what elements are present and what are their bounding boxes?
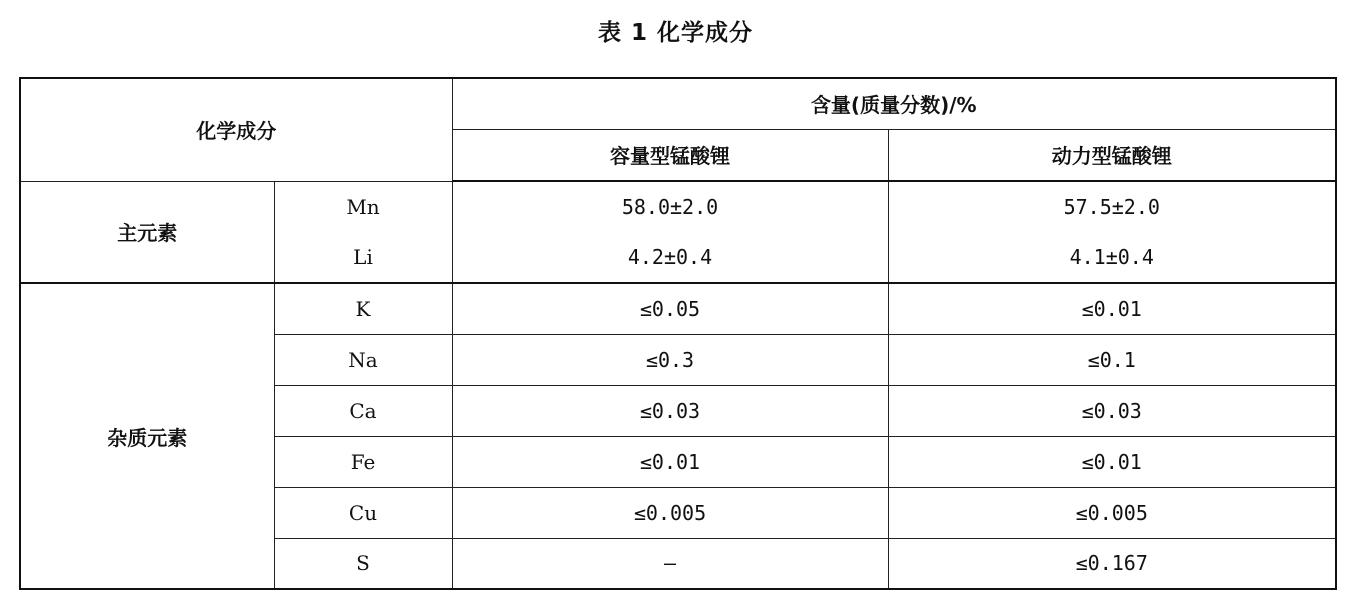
group-main-elements: 主元素 (20, 181, 274, 283)
capacity-value-cell: ≤0.3 (452, 334, 888, 385)
chemical-composition-table (19, 77, 1337, 590)
element-cell: Mn (274, 181, 452, 232)
capacity-value-cell: ≤0.01 (452, 436, 888, 487)
capacity-value-cell: ≤0.05 (452, 283, 888, 334)
capacity-value-cell: ≤0.005 (452, 487, 888, 538)
power-value-cell: ≤0.01 (888, 283, 1336, 334)
table-caption: 表 1 化学成分 (597, 20, 754, 46)
element-cell: Cu (274, 487, 452, 538)
table-row (20, 283, 1336, 334)
element-cell: Li (274, 232, 452, 283)
table-row (20, 181, 1336, 232)
element-cell: Na (274, 334, 452, 385)
group-impurity-elements: 杂质元素 (20, 283, 274, 589)
capacity-value-cell: ≤0.03 (452, 385, 888, 436)
power-value-cell: ≤0.005 (888, 487, 1336, 538)
capacity-value-cell: 4.2±0.4 (452, 232, 888, 283)
element-cell: Ca (274, 385, 452, 436)
power-value-cell: ≤0.03 (888, 385, 1336, 436)
element-cell: S (274, 538, 452, 589)
header-content: 含量(质量分数)/% (452, 78, 1336, 129)
element-cell: K (274, 283, 452, 334)
capacity-value-cell: — (452, 538, 888, 589)
element-cell: Fe (274, 436, 452, 487)
header-capacity-type: 容量型锰酸锂 (452, 129, 888, 181)
power-value-cell: 57.5±2.0 (888, 181, 1336, 232)
capacity-value-cell: 58.0±2.0 (452, 181, 888, 232)
power-value-cell: ≤0.1 (888, 334, 1336, 385)
power-value-cell: ≤0.01 (888, 436, 1336, 487)
header-component: 化学成分 (20, 78, 452, 181)
header-power-type: 动力型锰酸锂 (888, 129, 1336, 181)
power-value-cell: 4.1±0.4 (888, 232, 1336, 283)
power-value-cell: ≤0.167 (888, 538, 1336, 589)
